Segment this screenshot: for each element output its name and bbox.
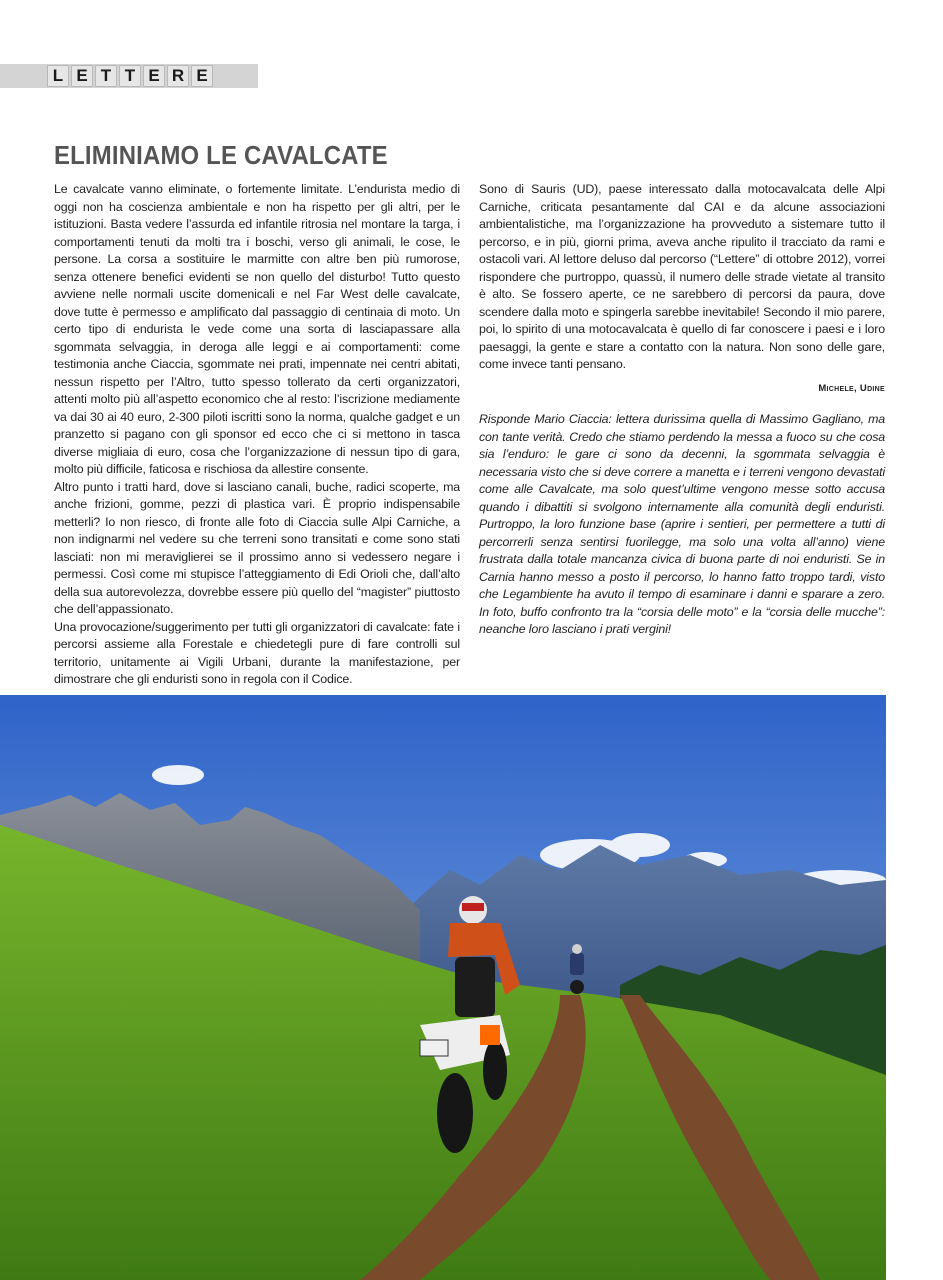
photo-illustration <box>0 695 886 1280</box>
right-column <box>479 181 885 639</box>
section-letter: L <box>47 65 69 87</box>
section-header-lettere <box>47 64 213 88</box>
letter-paragraph: Sono di Sauris (UD), paese interessato dalla motocavalcata delle Alpi Carniche, criticata pesantamente dal CAI e da alcune associazioni ambientalistiche, ma l’organizzazione ha provveduto a sistemare tutto il percorso, e in più, giorni prima, aveva anche ripulito il tracciato da rami e ostacoli vari. Al lettore deluso dal percorso (“Lettere” di ottobre 2012), vorrei rispondere che purtroppo, quassù, il numero delle strade vietate al transito è alto. Se fossero aperte, ce ne sarebbero di percorsi da paura, dove scendere dalla moto e spingerla sarebbe inevitabile! Secondo il mio parere, poi, lo spirito di una motocavalcata è quello di far conoscere i paesi e i loro paesaggi, la gente e stare a contatto con la natura. Non sono delle gare, come invece tanti pensano. <box>479 182 885 371</box>
section-letter: T <box>95 65 117 87</box>
article-title: ELIMINIAMO LE CAVALCATE <box>54 140 388 170</box>
letter-paragraph: Una provocazione/suggerimento per tutti gli organizzatori di cavalcate: fate i percorsi assieme alla Forestale e chiedetegli pure di fare controlli sul territorio, unitamente ai Vigili Urbani, durante la manifestazione, per dimostrare che gli enduristi sono in regola con il Codice. <box>54 619 460 686</box>
letter-paragraph: Altro punto i tratti hard, dove si lasciano canali, buche, radici scoperte, ma anche frizioni, gomme, pezzi di plastica vari. È proprio indispensabile metterli? Io non riesco, di fronte alle foto di Ciaccia sulle Alpi Carniche, a non indignarmi nel vedere su che terreni sono transitati e come sono stati lasciati: non mi meraviglierei se il prossimo anno si vedessero negare i permessi. Così come mi stupisce l’atteggiamento di Edi Orioli che, dall’alto della sua autorevolezza, dovrebbe essere più quello del “magister” piuttosto che dell’appassionato. <box>54 479 460 616</box>
photo-enduro-riders-alps <box>0 695 886 1280</box>
section-letter: T <box>119 65 141 87</box>
section-letter: E <box>191 65 213 87</box>
letter-paragraph: Le cavalcate vanno eliminate, o fortemente limitate. L’endurista medio di oggi non ha coscienza ambientale e non ha rispetto per gli altri, per le istituzioni. Basta vedere l’assurda ed infantile ritrosia nel montare la targa, i comportamenti tenuti da molti tra i boschi, verso gli animali, le cose, le persone. La corsa a sostituire le marmitte con altre ben più rumorose, senza ottenere benefici evidenti se non quello del disturbo! Tutto questo avviene nelle normali uscite domenicali e nel Far West delle cavalcate, dove tutte è permesso e amplificato dal passaggio di centinaia di moto. Un certo tipo di endurista le vede come una sorta di lasciapassare alla sgommata selvaggia, in deroga alle leggi e ai comportamenti: come testimonia anche Ciaccia, sgommate nei prati, impennate nei centri abitati, nessun rispetto per l’Altro, tutto spesso tollerato da certi organizzatori, attenti molto più all’aspetto economico che al resto: l’iscrizione mediamente va dai 30 ai 40 euro, 2-300 piloti iscritti sono la norma, qualche gadget e un pranzetto si pagano con gli sponsor ed ecco che ci si mettono in tasca diverse migliaia di euro, cosa che l’organizzazione di nessun tipo di gara, molto più difficile, faticosa e rischiosa da allestire consente. <box>54 182 460 476</box>
left-column <box>54 181 460 712</box>
section-letter: R <box>167 65 189 87</box>
section-letter: E <box>71 65 93 87</box>
author-signature: Michele, Udine <box>818 382 885 394</box>
editor-reply: Risponde Mario Ciaccia: lettera durissima quella di Massimo Gagliano, ma con tante verità. Credo che stiamo perdendo la messa a fuoco su che cosa sia l’enduro: le gare ci sono da decenni, la sgommata selvaggia è necessaria visto che si deve correre a manetta e i terreni vengono devastati come alle Cavalcate, ma solo quest’ultime vengono messe sotto accusa quando i dibattiti si svolgono internamente alla comunità degli enduristi. Purtroppo, la loro funzione base (aprire i sentieri, per permettere a tutti di percorrerli senza sentirsi fuorilegge, ma solo una volta all’anno) viene frustrata dalla totale mancanza civica di buona parte di noi enduristi. Se in Carnia hanno messo a posto il percorso, lo hanno fatto troppo tardi, visto che Legambiente ha avuto il tempo di esaminare i danni e sparare a zero. In foto, buffo confronto tra la “corsia delle moto” e la “corsia delle mucche”: neanche loro lasciano i prati vergini! <box>479 412 885 636</box>
section-letter: E <box>143 65 165 87</box>
